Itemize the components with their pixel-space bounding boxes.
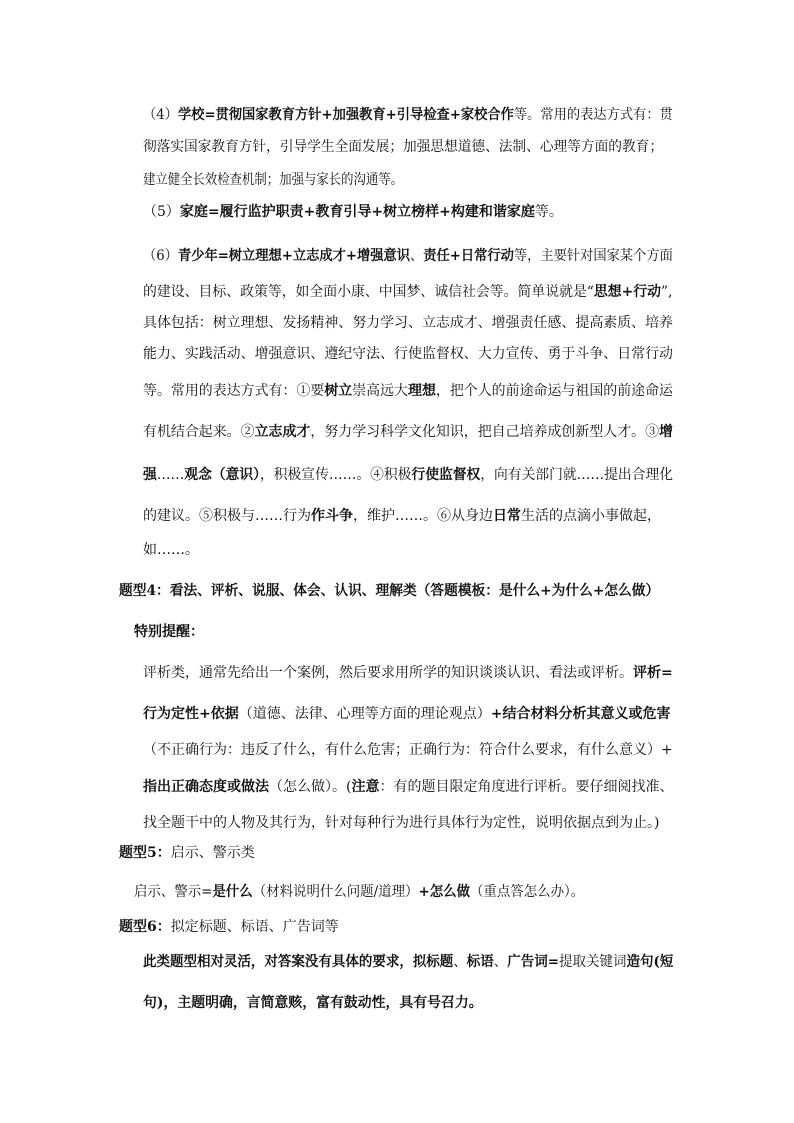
text-segment: 具体包括：树立理想、发扬精神、努力学习、立志成才、增强责任感、提高素质、培养 [143,315,673,331]
text-segment: 广告词= [507,954,560,970]
text-segment: …… [156,467,185,483]
text-segment: 作斗争 [311,508,353,524]
text-segment: 造句(短 [626,954,674,970]
text-segment: ：有的题目限定角度进行评析。要仔细阅找准、 [379,779,674,795]
text-line [143,704,670,724]
text-segment: （材料说明什么问题/道理） [252,884,419,900]
text-segment: 强 [143,467,157,483]
text-line [143,313,673,333]
text-segment: （不正确行为：违反了什么，有什么危害；正确行为：符合什么要求，有什么意义）+ [143,742,673,758]
text-segment: ，把个人的前途命运与祖国的前途命运 [435,383,673,399]
text-segment: 思想+行动 [593,284,662,300]
text-line [143,506,661,526]
text-segment: ，维护……。⑥从身边 [353,508,493,524]
text-segment: 找全题干中的人物及其行为，针对每种行为进行具体行为定性，说明依据点到为止。) [143,815,660,831]
text-line [143,381,673,401]
text-segment: 、 [493,954,508,970]
text-line [143,740,673,760]
text-segment: 评析= [633,665,673,681]
text-segment: 评析类，通常先给出一个案例，然后要求用所学的知识谈谈认识、看法或评析。 [143,665,633,681]
text-segment: 等。常用的表达方式有：贯 [513,107,673,123]
text-line [143,993,483,1013]
text-segment: 如……。 [143,542,199,558]
text-segment: 是什么 [212,884,253,900]
text-segment: ，积极宣传……。④积极 [260,467,412,483]
text-segment: 等。常用的表达方式有：①要 [143,383,325,399]
text-segment: 建立健全长效检查机制；加强与家长的沟通等。 [143,172,403,188]
text-segment: （怎么做）。( [269,779,352,795]
text-segment: 能力、实践活动、增强意识、遵纪守法、行使监督权、大力宣传、勇于斗争、日常行动 [143,346,673,362]
text-line [143,344,673,364]
text-segment: 提取关键词 [559,954,627,970]
text-line [134,882,584,902]
text-segment: （重点答怎么办）。 [470,884,585,900]
text-line [143,170,403,190]
text-line [143,105,673,125]
text-segment: 增 [659,424,673,440]
text-line [143,137,663,157]
text-segment: 等。 [534,204,563,220]
text-segment: 句)，主题明确，言简意赅，富有鼓动性，具有号召力。 [143,995,483,1011]
text-segment: 、 [453,954,467,970]
text-segment: +结合材料分析其意义或危害 [490,706,671,722]
text-line [143,952,673,972]
text-line [143,540,199,560]
text-segment: 启示、警示= [134,884,213,900]
text-segment: 启示、警示类 [170,845,255,861]
text-line [119,581,659,601]
text-segment: 崇高远大 [352,383,408,399]
text-segment: 青少年=树立理想+立志成才+增强意识 [177,248,411,264]
text-segment: 树立 [324,383,353,399]
text-segment: 等，主要针对国家某个方面 [513,248,673,264]
text-line [143,202,563,222]
text-line [143,465,673,485]
text-segment: 题型4：看法、评析、说服、体会、认识、理解类（答题模板：是什么+为什么+怎么做） [119,583,660,599]
text-line [143,813,659,833]
text-segment: 有机结合起来。② [143,424,255,440]
text-line [119,917,339,937]
text-segment: 的建设、目标、政策等，如全面小康、中国梦、诚信社会等。简单说就是“ [143,284,594,300]
text-segment: 拟定标题、标语、广告词等 [170,919,339,935]
text-segment: +怎么做 [418,884,471,900]
text-segment: 家庭=履行监护职责+教育引导+树立榜样+构建和谐家庭 [179,204,535,220]
text-segment: （道德、法律、心理等方面的理论观点） [238,706,491,722]
text-segment: 立志成才 [254,424,311,440]
text-segment: （4） [143,107,178,123]
text-segment: 标语 [466,954,494,970]
text-line [143,422,673,442]
text-segment: 、 [410,248,424,264]
text-segment: 的建议。⑤积极与……行为 [143,508,311,524]
text-segment: （6） [143,248,178,264]
text-segment: 日常 [493,508,521,524]
text-line [119,843,255,863]
text-segment: 题型5： [119,845,171,861]
text-segment: 理想 [408,383,436,399]
text-segment: 生活的点滴小事做起， [521,508,661,524]
text-segment: 彻落实国家教育方针，引导学生全面发展；加强思想道德、法制、心理等方面的教育； [143,139,663,155]
text-segment: （5） [143,204,180,220]
text-segment: ”, [661,284,673,300]
text-segment: 观念（意识） [184,467,261,483]
text-segment: ，努力学习科学文化知识，把自己培养成创新型人才。③ [310,424,660,440]
text-line [143,777,673,797]
text-segment: 责任+日常行动 [423,248,514,264]
text-line [143,282,673,302]
text-segment: 注意 [351,779,380,795]
text-segment: 指出正确态度或做法 [143,779,269,795]
text-segment: 行使监督权 [411,467,481,483]
text-segment: 此类题型相对灵活，对答案没有具体的要求，拟标题 [143,954,454,970]
text-segment: 学校=贯彻国家教育方针+加强教育+引导检查+家校合作 [177,107,514,123]
text-line [143,246,673,266]
text-segment: ，向有关部门就……提出合理化 [480,467,673,483]
text-line [143,663,673,683]
text-segment: 题型6： [119,919,171,935]
text-segment: 行为定性+依据 [143,706,239,722]
text-segment: 特别提醒： [134,624,204,640]
text-line [134,622,204,642]
